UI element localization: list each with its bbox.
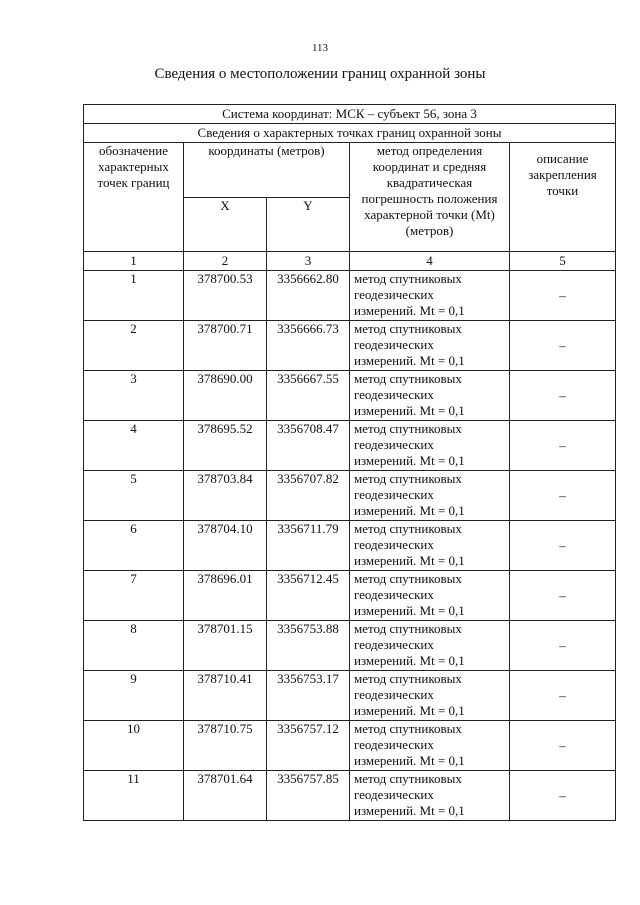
method-cell bbox=[350, 521, 510, 571]
table-row bbox=[84, 521, 616, 571]
method-line: метод спутниковых bbox=[354, 521, 462, 536]
description-cell: – bbox=[510, 671, 616, 721]
method-line: метод спутниковых bbox=[354, 471, 462, 486]
coordinate-system-cell: Система координат: МСК – субъект 56, зона 3 bbox=[84, 105, 616, 124]
description-cell: – bbox=[510, 571, 616, 621]
table-row bbox=[84, 571, 616, 621]
header-point-designation: обозначение характерных точек границ bbox=[84, 143, 184, 252]
coordinate-x: 378710.75 bbox=[184, 721, 267, 771]
method-line: метод спутниковых bbox=[354, 621, 462, 636]
method-line: геодезических bbox=[354, 687, 434, 702]
boundary-points-table bbox=[83, 104, 616, 821]
coordinate-x: 378701.64 bbox=[184, 771, 267, 821]
coordinate-y: 3356757.12 bbox=[267, 721, 350, 771]
table-subtitle-cell: Сведения о характерных точках границ охранной зоны bbox=[84, 124, 616, 143]
table-row bbox=[84, 421, 616, 471]
point-number: 10 bbox=[84, 721, 184, 771]
coordinate-x: 378696.01 bbox=[184, 571, 267, 621]
method-line: измерений. Mt = 0,1 bbox=[354, 353, 465, 368]
column-number-cell: 3 bbox=[267, 252, 350, 271]
table-row bbox=[84, 371, 616, 421]
description-cell: – bbox=[510, 371, 616, 421]
header-y: Y bbox=[267, 197, 350, 252]
method-line: измерений. Mt = 0,1 bbox=[354, 753, 465, 768]
coordinate-x: 378690.00 bbox=[184, 371, 267, 421]
point-number: 1 bbox=[84, 271, 184, 321]
method-cell bbox=[350, 471, 510, 521]
method-line: геодезических bbox=[354, 287, 434, 302]
method-cell bbox=[350, 421, 510, 471]
method-line: измерений. Mt = 0,1 bbox=[354, 553, 465, 568]
method-line: измерений. Mt = 0,1 bbox=[354, 503, 465, 518]
description-cell: – bbox=[510, 321, 616, 371]
method-line: измерений. Mt = 0,1 bbox=[354, 603, 465, 618]
page-number: 113 bbox=[311, 42, 329, 54]
method-cell bbox=[350, 271, 510, 321]
method-line: метод спутниковых bbox=[354, 371, 462, 386]
point-number: 6 bbox=[84, 521, 184, 571]
header-coordinates: координаты (метров) bbox=[184, 143, 350, 198]
coordinate-y: 3356711.79 bbox=[267, 521, 350, 571]
description-cell: – bbox=[510, 721, 616, 771]
method-line: метод спутниковых bbox=[354, 421, 462, 436]
coordinate-y: 3356757.85 bbox=[267, 771, 350, 821]
header-x: X bbox=[184, 197, 267, 252]
method-line: геодезических bbox=[354, 587, 434, 602]
method-line: метод спутниковых bbox=[354, 271, 462, 286]
method-line: геодезических bbox=[354, 337, 434, 352]
coordinate-y: 3356753.17 bbox=[267, 671, 350, 721]
coordinate-y: 3356667.55 bbox=[267, 371, 350, 421]
method-line: геодезических bbox=[354, 737, 434, 752]
method-line: геодезических bbox=[354, 487, 434, 502]
description-cell: – bbox=[510, 771, 616, 821]
column-number-cell: 1 bbox=[84, 252, 184, 271]
description-cell: – bbox=[510, 471, 616, 521]
column-number-cell: 4 bbox=[350, 252, 510, 271]
method-cell bbox=[350, 771, 510, 821]
coordinate-x: 378700.71 bbox=[184, 321, 267, 371]
method-line: измерений. Mt = 0,1 bbox=[354, 303, 465, 318]
coordinate-x: 378704.10 bbox=[184, 521, 267, 571]
description-cell: – bbox=[510, 421, 616, 471]
method-line: метод спутниковых bbox=[354, 771, 462, 786]
method-line: измерений. Mt = 0,1 bbox=[354, 453, 465, 468]
point-number: 7 bbox=[84, 571, 184, 621]
method-line: измерений. Mt = 0,1 bbox=[354, 403, 465, 418]
method-cell bbox=[350, 371, 510, 421]
description-cell: – bbox=[510, 621, 616, 671]
table-row bbox=[84, 771, 616, 821]
method-line: геодезических bbox=[354, 637, 434, 652]
description-cell: – bbox=[510, 521, 616, 571]
point-number: 3 bbox=[84, 371, 184, 421]
table-row bbox=[84, 621, 616, 671]
point-number: 4 bbox=[84, 421, 184, 471]
method-cell bbox=[350, 721, 510, 771]
method-line: геодезических bbox=[354, 437, 434, 452]
coordinate-y: 3356662.80 bbox=[267, 271, 350, 321]
table-row bbox=[84, 471, 616, 521]
method-cell bbox=[350, 571, 510, 621]
document-title: Сведения о местоположении границ охранной зоны bbox=[154, 66, 486, 82]
method-line: метод спутниковых bbox=[354, 671, 462, 686]
description-cell: – bbox=[510, 271, 616, 321]
method-cell bbox=[350, 321, 510, 371]
table-row bbox=[84, 321, 616, 371]
method-line: измерений. Mt = 0,1 bbox=[354, 703, 465, 718]
method-line: геодезических bbox=[354, 387, 434, 402]
coordinate-y: 3356666.73 bbox=[267, 321, 350, 371]
point-number: 9 bbox=[84, 671, 184, 721]
method-line: метод спутниковых bbox=[354, 571, 462, 586]
method-line: измерений. Mt = 0,1 bbox=[354, 803, 465, 818]
table-row bbox=[84, 271, 616, 321]
method-cell bbox=[350, 621, 510, 671]
header-description: описание закрепления точки bbox=[510, 143, 616, 252]
coordinate-y: 3356753.88 bbox=[267, 621, 350, 671]
method-line: метод спутниковых bbox=[354, 321, 462, 336]
coordinate-x: 378701.15 bbox=[184, 621, 267, 671]
table-row bbox=[84, 671, 616, 721]
method-cell bbox=[350, 671, 510, 721]
point-number: 11 bbox=[84, 771, 184, 821]
table-row bbox=[84, 721, 616, 771]
point-number: 2 bbox=[84, 321, 184, 371]
method-line: измерений. Mt = 0,1 bbox=[354, 653, 465, 668]
coordinate-y: 3356712.45 bbox=[267, 571, 350, 621]
coordinate-x: 378710.41 bbox=[184, 671, 267, 721]
method-line: геодезических bbox=[354, 787, 434, 802]
point-number: 8 bbox=[84, 621, 184, 671]
header-method: метод определения координат и средняя квадратическая погрешность положения характерной точки (Mt) (метров) bbox=[350, 143, 510, 252]
coordinate-x: 378700.53 bbox=[184, 271, 267, 321]
column-number-cell: 2 bbox=[184, 252, 267, 271]
coordinate-x: 378703.84 bbox=[184, 471, 267, 521]
method-line: геодезических bbox=[354, 537, 434, 552]
point-number: 5 bbox=[84, 471, 184, 521]
coordinate-y: 3356708.47 bbox=[267, 421, 350, 471]
coordinate-y: 3356707.82 bbox=[267, 471, 350, 521]
column-number-cell: 5 bbox=[510, 252, 616, 271]
coordinate-x: 378695.52 bbox=[184, 421, 267, 471]
method-line: метод спутниковых bbox=[354, 721, 462, 736]
